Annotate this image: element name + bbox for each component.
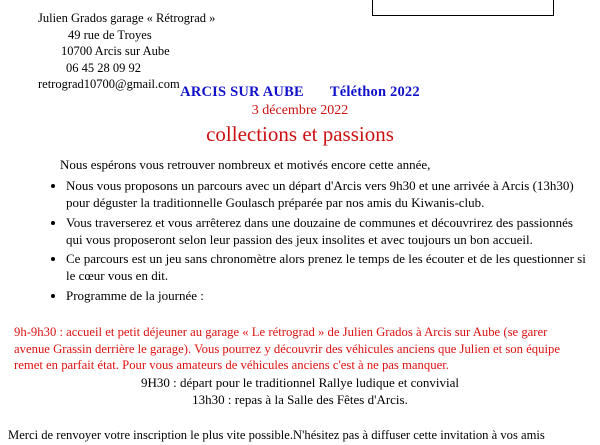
sender-line-street: 49 rue de Troyes [68,27,152,42]
empty-framed-box [372,0,554,16]
list-item: • Programme de la journée : [66,287,586,304]
event-place-text: ARCIS SUR AUBE [180,84,304,100]
list-item: • Vous traverserez et vous arrêterez dans une douzaine de communes et découvrirez des passionnés qui vous proposeront selon leur passion des jeux insolites et avec toujours un bon accueil. [66,214,586,249]
sender-line-phone: 06 45 28 09 92 [66,60,141,75]
event-date: 3 décembre 2022 [251,103,349,118]
sender-line-email: retrograd10700@gmail.com [38,77,180,91]
list-item: • Nous vous proposons un parcours avec un départ d'Arcis vers 9h30 et une arrivée à Arcis (13h30) pour déguster la traditionnelle Goulasch préparée par nos amis du Kiwanis-club. [66,177,586,212]
event-title: collections et passions [206,122,394,146]
sender-line-city: 10700 Arcis sur Aube [61,44,170,58]
bullet-list [44,177,586,305]
schedule-line-departure: 9H30 : départ pour le traditionnel Rallye ludique et convivial [140,375,460,390]
list-item: • Ce parcours est un jeu sans chronomètre alors prenez le temps de les écouter et de les questionner si le cœur vous en dit. [66,250,586,285]
sender-address-block [30,10,330,93]
footer-note: Merci de renvoyer votre inscription le plus vite possible.N'hésitez pas à diffuser cette invitation à vos amis [8,428,545,442]
schedule-line-meal: 13h30 : repas à la Salle des Fêtes d'Arcis. [192,392,408,407]
sender-line-name: Julien Grados garage « Rétrograd » [38,11,216,25]
morning-program-paragraph: 9h-9h30 : accueil et petit déjeuner au garage « Le rétrograd » de Julien Grados à Arcis sur Aube (se garer avenue Grassin derrière le garage). Vous pourrez y découvrir des véhicules anciens que Julien et son équipe remet en parfait état. Pour vous amateurs de véhicules anciens c'est à ne pas manquer. [14,325,560,372]
event-heading [0,84,600,101]
intro-paragraph: Nous espérons vous retrouver nombreux et motivés encore cette année, [60,157,431,172]
event-name-text: Téléthon 2022 [329,84,420,100]
